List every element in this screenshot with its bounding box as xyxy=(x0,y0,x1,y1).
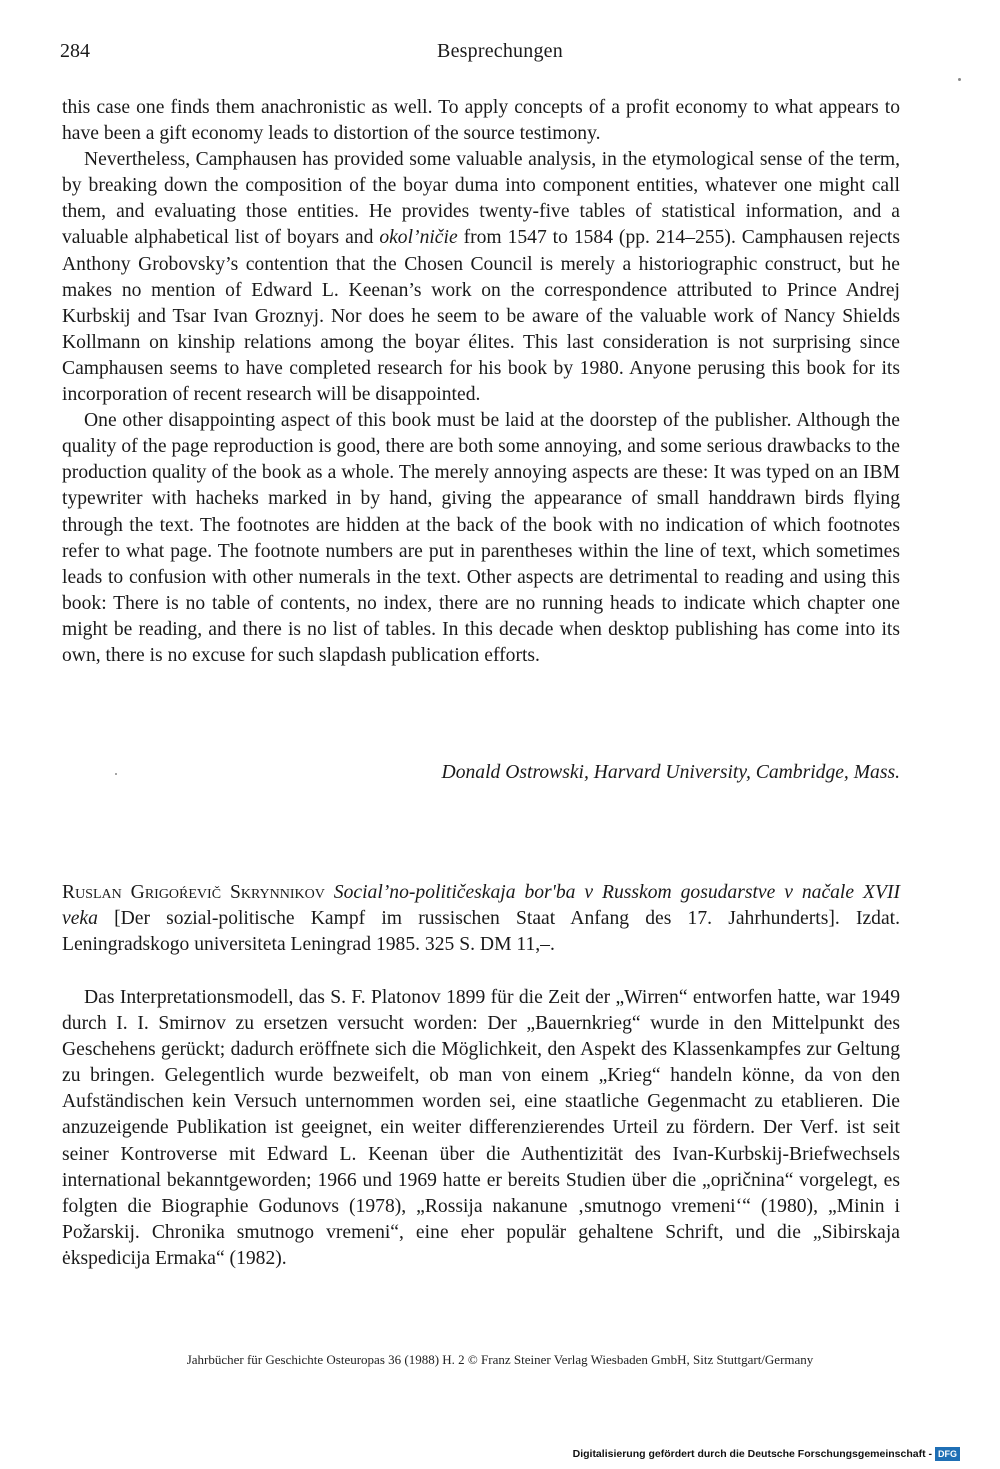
book-details: [Der sozial-politische Kampf im russischen Staat Anfang des 17. Jahrhunderts]. Izdat. Leningradskogo universiteta Leningrad 1985. 325 S. DM 11,–. xyxy=(62,908,900,956)
page-number: 284 xyxy=(60,40,90,62)
italic-term: okol’ničie xyxy=(379,227,458,249)
review-two-text xyxy=(62,985,900,1272)
scan-speck xyxy=(115,773,117,775)
book-author: Ruslan Grigoŕevič Skrynnikov xyxy=(62,882,325,903)
paragraph-text: Nevertheless, Camphausen has provided some valuable analysis, in the etymological sense of the term, by breaking down the composition of the boyar duma into component entities, whatever one might call them, and evaluating those entities. He provides twenty-five tables of statistical information, and a valuable alphabetical list of boyars and xyxy=(62,149,900,249)
paragraph: Das Interpretationsmodell, das S. F. Platonov 1899 für die Zeit der „Wirren“ entworfen hatte, war 1949 durch I. I. Smirnov zu ersetzen versucht worden: Der „Bauernkrieg“ wurde in den Mittelpunkt des Geschehens gerückt; dadurch eröffnete sich die Möglichkeit, den Aspekt des Klassenkampfes zur Geltung zu bringen. Gelegentlich wurde bezweifelt, ob man von einem „Krieg“ handeln könne, da von den Aufständischen kein Versuch unternommen worden sei, eine staatliche Gegenmacht zu etablieren. Die anzuzeigende Publikation ist geeignet, ein weiter differenzierendes Urteil zu fördern. Der Verf. ist seit seiner Kontroverse mit Edward L. Keenan über die Authentizität des Ivan-Kurbskij-Briefwechsels international bekanntgeworden; 1966 und 1969 hatte er bereits Studien über die „opričnina“ vorgelegt, es folgten die Biographie Godunovs (1978), „Rossija nakanune ‚smutnogo vremeni‘“ (1980), „Minin i Požarskij. Chronika smutnogo vremeni“, eine eher populär gehaltene Schrift, und die „Sibirskaja ėkspedicija Ermaka“ (1982). xyxy=(62,987,900,1269)
running-head: Besprechungen xyxy=(437,40,563,62)
dfg-logo-icon: DFG xyxy=(935,1447,960,1461)
dfg-credit-text: Digitalisierung gefördert durch die Deutsche Forschungsgemeinschaft - xyxy=(572,1448,932,1460)
scan-speck xyxy=(958,78,961,81)
reviewer-signature: Donald Ostrowski, Harvard University, Cambridge, Mass. xyxy=(441,762,900,783)
paragraph: this case one finds them anachronistic as well. To apply concepts of a profit economy to what appears to have been a gift economy leads to distortion of the source testimony. xyxy=(62,97,900,145)
review-one-text xyxy=(62,95,900,669)
paragraph xyxy=(62,147,900,408)
paragraph: One other disappointing aspect of this book must be laid at the doorstep of the publisher. Although the quality of the page reproduction is good, there are both some annoying, and some serious drawbacks to the production quality of the book as a whole. The merely annoying aspects are these: It was typed on an IBM typewriter with hacheks marked in by hand, giving the appearance of small handdrawn birds flying through the text. The footnotes are hidden at the back of the book with no indication of which footnotes refer to what page. The footnote numbers are put in parentheses within the line of text, which sometimes leads to confusion with other numerals in the text. Other aspects are detrimental to reading and using this book: There is no table of contents, no index, there are no running heads to indicate which chapter one might be reading, and there is no list of tables. In this decade when desktop publishing has come into its own, there is no excuse for such slapdash publication efforts. xyxy=(62,410,900,666)
dfg-credit xyxy=(573,1447,960,1461)
paragraph-text: from 1547 to 1584 (pp. 214–255). Camphausen rejects Anthony Grobovsky’s contention that the Chosen Council is merely a historiographic construct, but he makes no mention of Edward L. Keenan’s work on the correspondence attributed to Prince Andrej Kurbskij and Tsar Ivan Groznyj. Nor does he seem to be aware of the valuable work of Nancy Shields Kollmann on kinship relations among the boyar élites. This last consideration is not surprising since Camphausen seems to have completed research for his book by 1980. Anyone perusing this book for its incorporation of recent research will be disappointed. xyxy=(62,227,901,406)
review-two-header xyxy=(62,880,900,958)
book-title: Social’no-političeskaja bor'ba v Russkom gosudarstve v načale XVII veka xyxy=(62,882,900,930)
journal-footer: Jahrbücher für Geschichte Osteuropas 36 (1988) H. 2 © Franz Steiner Verlag Wiesbaden GmbH, Sitz Stuttgart/Germany xyxy=(186,1352,814,1367)
